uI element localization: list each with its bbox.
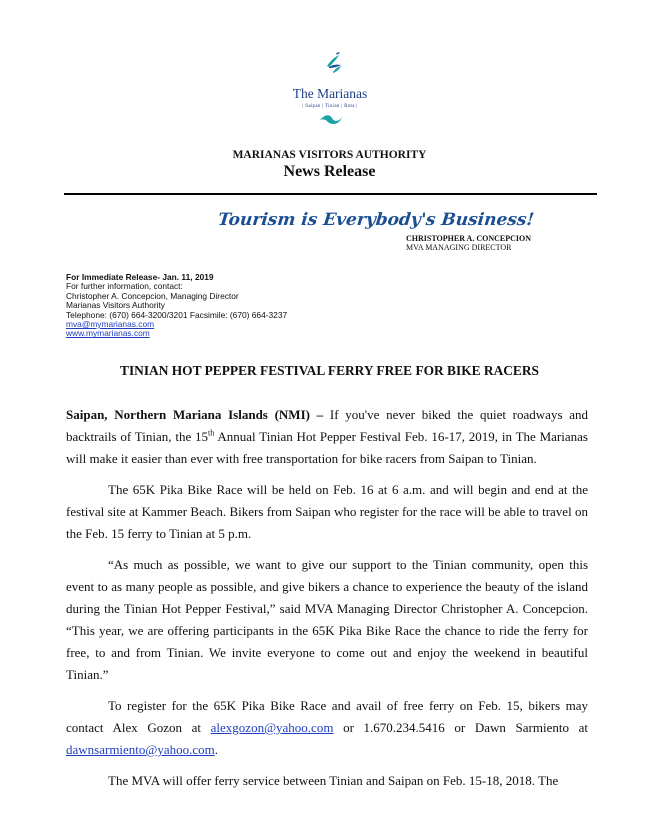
paragraph-3: “As much as possible, we want to give our support to the Tinian community, open this event to as many people as possible, and give bikers a chance to experience the beauty of the island during the Tinian Hot Pepper Festival,” said MVA Managing Director Christopher A. Concepcion. “This year, we are offering participants in the 65K Pika Bike Race the chance to ride the ferry for free, to and from Tinian. We invite everyone to come out and enjoy the weekend in beautiful Tinian.” — [66, 557, 588, 682]
headline: TINIAN HOT PEPPER FESTIVAL FERRY FREE FOR BIKE RACERS — [120, 363, 539, 378]
alex-email-link[interactable]: alexgozon@yahoo.com — [210, 720, 334, 735]
bird-icon — [315, 52, 349, 84]
contact-block — [66, 273, 287, 339]
paragraph-1-text-b: Annual Tinian Hot Pepper Festival Feb. 16-17, 2019, in The Marianas will make it easier than ever with free transportation for bike racers from Saipan to Tinian. — [66, 429, 588, 466]
logo-subtitle: | Saipan | Tinian | Rota | — [302, 104, 358, 109]
contact-phone: Telephone: (670) 664-3200/3201 Facsimile: (670) 664-3237 — [66, 309, 288, 320]
slogan: Tourism is Everybody's Business! — [216, 210, 536, 230]
website-link[interactable]: www.mymarianas.com — [66, 328, 150, 339]
wave-icon — [318, 114, 344, 126]
contact-email-link[interactable]: mva@mymarianas.com — [66, 319, 155, 330]
paragraph-4-text-b: or 1.670.234.5416 or Dawn Sarmiento at — [333, 720, 588, 735]
contact-name: Christopher A. Concepcion, Managing Director — [66, 290, 239, 301]
doc-type: News Release — [283, 163, 376, 180]
contact-info-label: For further information, contact: — [66, 281, 183, 292]
director-name: CHRISTOPHER A. CONCEPCION — [406, 234, 531, 243]
paragraph-4-text-c: . — [214, 742, 219, 757]
marianas-logo — [270, 52, 390, 132]
ordinal-suffix: th — [208, 428, 215, 438]
org-name: MARIANAS VISITORS AUTHORITY — [232, 149, 427, 161]
header-divider — [64, 193, 597, 195]
paragraph-5: The MVA will offer ferry service between Tinian and Saipan on Feb. 15-18, 2018. The — [108, 773, 559, 788]
paragraph-4-text-a: To register for the 65K Pika Bike Race and avail of free ferry on Feb. 15, bikers may contact Alex Gozon at — [66, 698, 588, 735]
paragraph-1-text-a: If you've never biked the quiet roadways and backtrails of Tinian, the 15 — [66, 407, 588, 444]
paragraph-1 — [66, 404, 588, 470]
logo-title: The Marianas — [292, 86, 368, 101]
dawn-email-link[interactable]: dawnsarmiento@yahoo.com — [66, 742, 215, 757]
release-date: For Immediate Release- Jan. 11, 2019 — [66, 272, 214, 282]
contact-org: Marianas Visitors Authority — [66, 300, 165, 311]
paragraph-2: The 65K Pika Bike Race will be held on Feb. 16 at 6 a.m. and will begin and end at the festival site at Kammer Beach. Bikers from Saipan who register for the race will be able to travel on the Feb. 15 ferry to Tinian at 5 p.m. — [66, 482, 588, 541]
director-title: MVA MANAGING DIRECTOR — [406, 243, 512, 252]
article-body — [66, 404, 588, 801]
paragraph-4 — [66, 695, 588, 761]
dateline: Saipan, Northern Mariana Islands (NMI) – — [66, 407, 324, 422]
